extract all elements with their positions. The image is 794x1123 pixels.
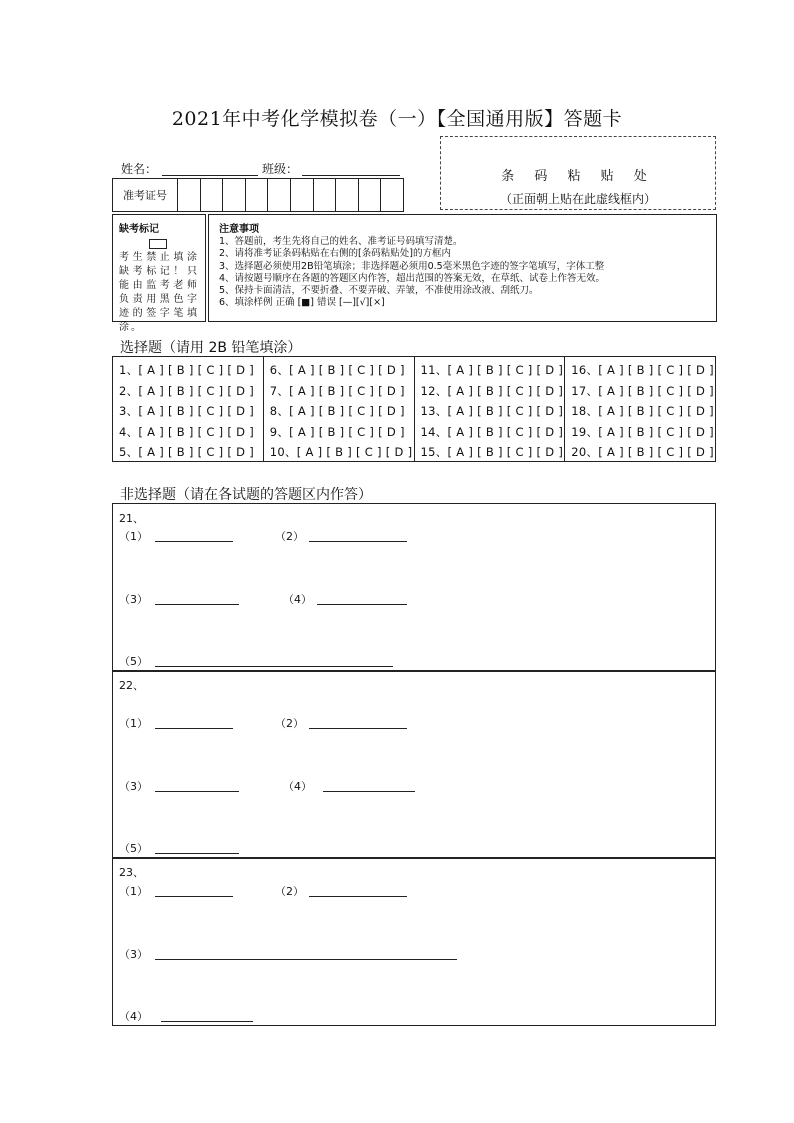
answer-area-22 bbox=[112, 670, 716, 859]
mc-question[interactable]: 14、[ A ] [ B ] [ C ] [ D ] bbox=[420, 424, 564, 439]
mc-question[interactable]: 16、[ A ] [ B ] [ C ] [ D ] bbox=[571, 363, 714, 377]
answer-blank[interactable] bbox=[155, 791, 239, 792]
mc-question[interactable]: 11、[ A ] [ B ] [ C ] [ D ] bbox=[420, 363, 564, 377]
question-number: 23、 bbox=[119, 866, 144, 879]
free-section-title: 非选择题（请在各试题的答题区内作答） bbox=[120, 487, 372, 503]
exam-id-cell[interactable] bbox=[178, 179, 201, 211]
answer-blank[interactable] bbox=[155, 604, 239, 605]
mc-question[interactable]: 4、[ A ] [ B ] [ C ] [ D ] bbox=[119, 424, 255, 439]
exam-id-cell[interactable] bbox=[201, 179, 224, 211]
mc-question[interactable]: 10、[ A ] [ B ] [ C ] [ D ] bbox=[269, 445, 413, 459]
part-label: （4） bbox=[283, 780, 312, 793]
exam-id-box bbox=[112, 178, 404, 212]
answer-blank[interactable] bbox=[309, 728, 407, 729]
answer-area-21 bbox=[112, 503, 716, 672]
part-label: （1） bbox=[119, 717, 148, 730]
mc-question[interactable]: 15、[ A ] [ B ] [ C ] [ D ] bbox=[420, 445, 564, 459]
page-title: 2021年中考化学模拟卷（一）【全国通用版】答题卡 bbox=[171, 108, 623, 130]
mc-question[interactable]: 1、[ A ] [ B ] [ C ] [ D ] bbox=[119, 363, 255, 377]
part-label: （1） bbox=[119, 530, 148, 543]
part-label: （2） bbox=[275, 885, 304, 898]
mc-question[interactable]: 9、[ A ] [ B ] [ C ] [ D ] bbox=[269, 424, 405, 439]
answer-blank[interactable] bbox=[309, 541, 407, 542]
mc-question[interactable]: 8、[ A ] [ B ] [ C ] [ D ] bbox=[269, 404, 405, 418]
missing-mark-text: 考生禁止填涂缺考标记！只能由监考老师负责用黑色字迹的签字笔填涂。 bbox=[119, 252, 199, 333]
mc-question[interactable]: 6、[ A ] [ B ] [ C ] [ D ] bbox=[269, 363, 405, 377]
note-item: 6、填涂样例 正确 [■] 错误 [—][√][×] bbox=[219, 297, 385, 309]
exam-id-cell[interactable] bbox=[314, 179, 337, 211]
name-field[interactable] bbox=[162, 161, 258, 176]
mc-question[interactable]: 5、[ A ] [ B ] [ C ] [ D ] bbox=[119, 445, 255, 459]
note-item: 2、请将准考证条码粘贴在右侧的[条码粘贴处]的方框内 bbox=[219, 248, 451, 260]
mc-grid bbox=[112, 356, 716, 462]
part-label: （5） bbox=[119, 655, 148, 668]
barcode-area bbox=[440, 136, 716, 210]
note-item: 1、答题前，考生先将自己的姓名、准考证号码填写清楚。 bbox=[219, 236, 463, 247]
mc-column bbox=[264, 357, 415, 461]
exam-id-cell[interactable] bbox=[336, 179, 359, 211]
note-item: 3、选择题必须使用2B铅笔填涂；非选择题必须用0.5毫米黑色字迹的签字笔填写，字体工整 bbox=[219, 260, 605, 272]
class-field[interactable] bbox=[302, 161, 400, 176]
mc-question[interactable]: 20、[ A ] [ B ] [ C ] [ D ] bbox=[571, 445, 714, 459]
barcode-subtitle: （正面朝上贴在此虚线框内） bbox=[499, 192, 656, 206]
note-item: 4、请按题号顺序在各题的答题区内作答，超出范围的答案无效，在草纸、试卷上作答无效。 bbox=[219, 272, 606, 284]
mc-question[interactable]: 19、[ A ] [ B ] [ C ] [ D ] bbox=[571, 424, 714, 439]
exam-id-cell[interactable] bbox=[381, 179, 403, 211]
mc-question[interactable]: 3、[ A ] [ B ] [ C ] [ D ] bbox=[119, 404, 255, 418]
answer-blank[interactable] bbox=[155, 728, 233, 729]
notes-title: 注意事项 bbox=[219, 224, 259, 235]
exam-id-cell[interactable] bbox=[291, 179, 314, 211]
missing-mark-checkbox[interactable] bbox=[149, 239, 167, 249]
notes-box bbox=[208, 214, 717, 322]
answer-blank[interactable] bbox=[309, 896, 407, 897]
part-label: （3） bbox=[119, 780, 148, 793]
part-label: （4） bbox=[283, 593, 312, 606]
mc-question[interactable]: 2、[ A ] [ B ] [ C ] [ D ] bbox=[119, 383, 255, 398]
question-number: 21、 bbox=[119, 512, 144, 525]
barcode-title: 条 码 粘 贴 处 bbox=[501, 169, 655, 184]
part-label: （4） bbox=[119, 1010, 148, 1023]
missing-mark-box bbox=[112, 214, 206, 333]
part-label: （5） bbox=[119, 842, 148, 855]
question-number: 22、 bbox=[119, 679, 144, 692]
mc-question[interactable]: 12、[ A ] [ B ] [ C ] [ D ] bbox=[420, 383, 564, 398]
mc-column bbox=[565, 357, 715, 461]
part-label: （3） bbox=[119, 948, 148, 961]
mc-question[interactable]: 17、[ A ] [ B ] [ C ] [ D ] bbox=[571, 383, 714, 398]
mc-column bbox=[415, 357, 566, 461]
mc-column bbox=[113, 357, 264, 461]
class-label: 班级： bbox=[262, 162, 299, 176]
name-label: 姓名： bbox=[121, 162, 158, 176]
mc-question[interactable]: 13、[ A ] [ B ] [ C ] [ D ] bbox=[420, 404, 564, 418]
answer-blank[interactable] bbox=[155, 541, 233, 542]
answer-blank[interactable] bbox=[155, 853, 239, 854]
answer-blank[interactable] bbox=[323, 791, 415, 792]
note-item: 5、保持卡面清洁，不要折叠、不要弄破、弄皱，不准使用涂改液、刮纸刀。 bbox=[219, 285, 539, 297]
exam-id-cell[interactable] bbox=[268, 179, 291, 211]
answer-area-23 bbox=[112, 857, 716, 1026]
mc-question[interactable]: 7、[ A ] [ B ] [ C ] [ D ] bbox=[269, 383, 405, 398]
part-label: （2） bbox=[275, 530, 304, 543]
exam-id-label: 准考证号 bbox=[113, 179, 178, 211]
exam-id-cell[interactable] bbox=[359, 179, 382, 211]
answer-blank[interactable] bbox=[155, 896, 233, 897]
exam-id-cell[interactable] bbox=[246, 179, 269, 211]
part-label: （3） bbox=[119, 593, 148, 606]
answer-blank[interactable] bbox=[161, 1021, 253, 1022]
missing-mark-title: 缺考标记 bbox=[119, 224, 159, 235]
mc-section-title: 选择题（请用 2B 铅笔填涂） bbox=[120, 340, 302, 356]
exam-id-cell[interactable] bbox=[223, 179, 246, 211]
answer-blank[interactable] bbox=[317, 604, 407, 605]
answer-blank[interactable] bbox=[155, 959, 457, 960]
part-label: （1） bbox=[119, 885, 148, 898]
answer-blank[interactable] bbox=[155, 666, 393, 667]
part-label: （2） bbox=[275, 717, 304, 730]
mc-question[interactable]: 18、[ A ] [ B ] [ C ] [ D ] bbox=[571, 404, 714, 418]
